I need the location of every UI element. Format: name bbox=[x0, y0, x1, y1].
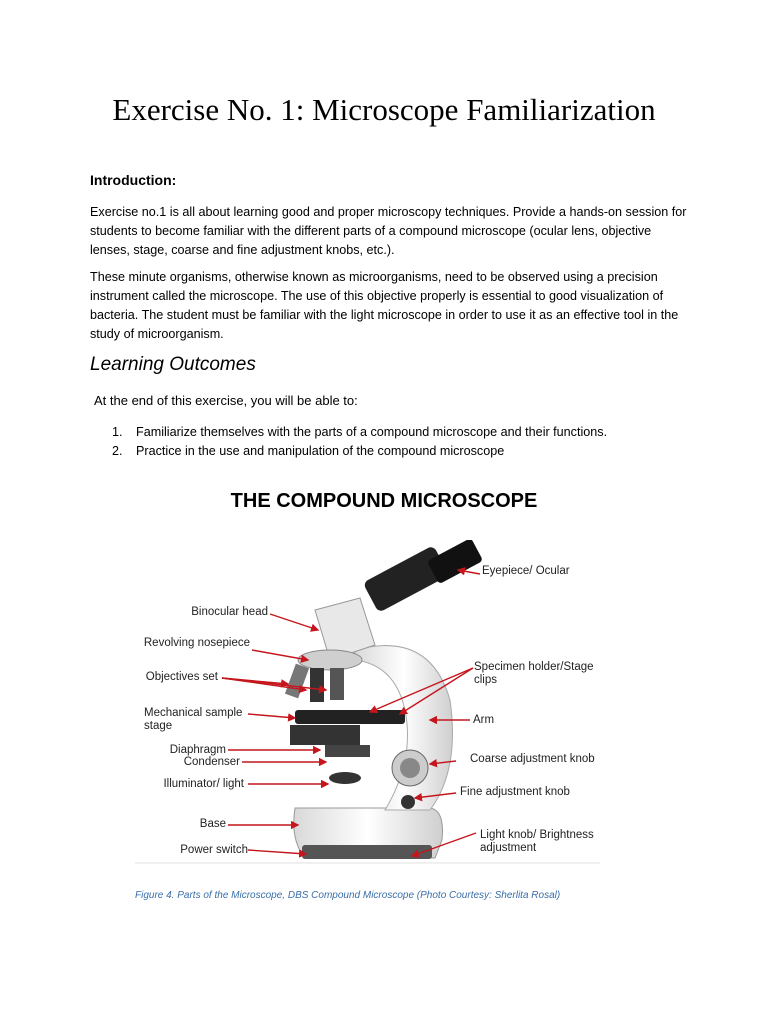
list-item-text: Familiarize themselves with the parts of a compound microscope and their functions. bbox=[136, 425, 608, 439]
learning-outcomes-heading: Learning Outcomes bbox=[90, 354, 256, 375]
label-revolving-nosepiece: Revolving nosepiece bbox=[143, 637, 250, 649]
label-eyepiece: Eyepiece/ Ocular bbox=[482, 565, 570, 577]
list-item bbox=[112, 442, 607, 461]
label-mechanical-stage: Mechanical sample stage bbox=[144, 707, 243, 732]
list-item-number: 2. bbox=[112, 444, 123, 458]
introduction-paragraph-1: Exercise no.1 is all about learning good and proper microscopy techniques. Provide a hands-on session for students to become familiar with the different parts of a compound microscope (ocular lens, objective lenses, stage, coarse and fine adjustment knobs, etc.). bbox=[90, 205, 687, 257]
label-base: Base bbox=[199, 818, 226, 830]
introduction-paragraph-2: These minute organisms, otherwise known as microorganisms, need to be observed using a precision instrument called the microscope. The use of this objective properly is essential to good visualization of bacteria. The student must be familiar with the light microscope in order to use it as an effective tool in the study of microorganism. bbox=[90, 270, 679, 341]
label-light-knob: Light knob/ Brightness adjustment bbox=[480, 829, 594, 854]
label-objectives-set: Objectives set bbox=[145, 671, 218, 683]
label-arm: Arm bbox=[473, 714, 495, 726]
label-fine-knob: Fine adjustment knob bbox=[460, 786, 570, 798]
list-item bbox=[112, 423, 607, 442]
figure-caption: Figure 4. Parts of the Microscope, DBS Compound Microscope (Photo Courtesy: Sherlita Rosal) bbox=[135, 890, 561, 901]
figure-heading: THE COMPOUND MICROSCOPE bbox=[230, 490, 538, 512]
label-power-switch: Power switch bbox=[180, 844, 248, 856]
microscope-figure bbox=[130, 540, 610, 870]
list-item-text: Practice in the use and manipulation of the compound microscope bbox=[136, 444, 505, 458]
learning-outcomes-list bbox=[112, 423, 607, 461]
label-condenser: Condenser bbox=[183, 756, 240, 768]
label-binocular-head: Binocular head bbox=[191, 606, 268, 618]
introduction-heading: Introduction: bbox=[90, 172, 177, 188]
label-specimen-holder: Specimen holder/Stage clips bbox=[474, 661, 594, 686]
page-title: Exercise No. 1: Microscope Familiarization bbox=[112, 92, 656, 127]
learning-outcomes-intro: At the end of this exercise, you will be able to: bbox=[94, 393, 358, 408]
list-item-number: 1. bbox=[112, 425, 123, 439]
label-illuminator: Illuminator/ light bbox=[163, 778, 244, 790]
label-coarse-knob: Coarse adjustment knob bbox=[470, 753, 595, 765]
label-diaphragm: Diaphragm bbox=[169, 744, 226, 756]
